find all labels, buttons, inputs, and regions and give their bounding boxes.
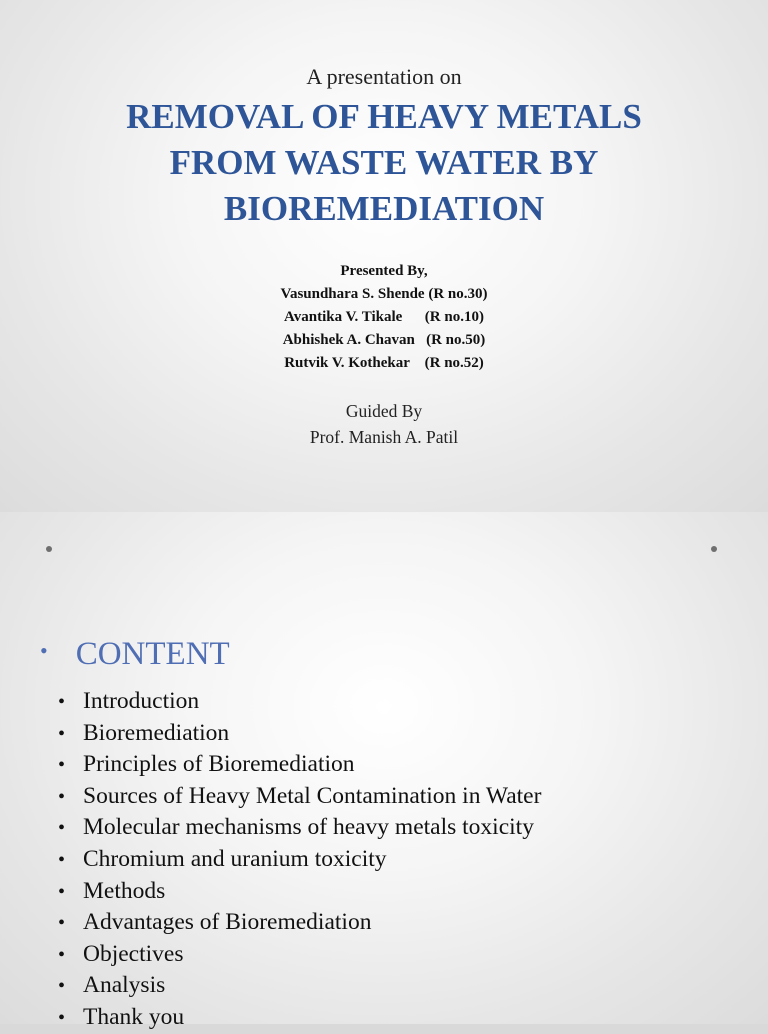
content-list [58, 686, 541, 1034]
presentation-title [84, 94, 684, 232]
pre-title: A presentation on [306, 64, 462, 89]
presenter-row: Avantika V. Tikale (R no.10) [284, 309, 484, 325]
list-item: • Sources of Heavy Metal Contamination in Water [58, 781, 541, 813]
title-line: FROM WASTE WATER BY [169, 143, 599, 182]
guide-block [0, 398, 768, 450]
guided-by-label: Guided By [345, 401, 423, 421]
title-line: REMOVAL OF HEAVY METALS [126, 97, 642, 136]
bullet-dot-icon [711, 546, 717, 552]
list-item: • Bioremediation [58, 718, 541, 750]
list-item: • Objectives [58, 939, 541, 971]
list-item: • Principles of Bioremediation [58, 749, 541, 781]
list-item: • Chromium and uranium toxicity [58, 844, 541, 876]
title-line: BIOREMEDIATION [223, 189, 545, 228]
list-item: • Advantages of Bioremediation [58, 907, 541, 939]
heading-bullet-icon: • [40, 638, 48, 663]
bullet-dot-icon [46, 546, 52, 552]
title-slide [0, 0, 768, 512]
guide-name: Prof. Manish A. Patil [309, 427, 459, 447]
list-item: • Introduction [58, 686, 541, 718]
presenter-row: Abhishek A. Chavan (R no.50) [282, 332, 486, 348]
content-heading-text: CONTENT [75, 636, 230, 672]
list-item: • Analysis [58, 970, 541, 1002]
content-heading [40, 636, 230, 673]
list-item: • Methods [58, 876, 541, 908]
presenter-row: Vasundhara S. Shende (R no.30) [280, 286, 488, 302]
presenters-block [0, 260, 768, 375]
list-item: • Thank you [58, 1002, 541, 1034]
presented-by-label: Presented By, [340, 263, 428, 279]
presenter-row: Rutvik V. Kothekar (R no.52) [284, 355, 484, 371]
list-item: • Molecular mechanisms of heavy metals toxicity [58, 812, 541, 844]
